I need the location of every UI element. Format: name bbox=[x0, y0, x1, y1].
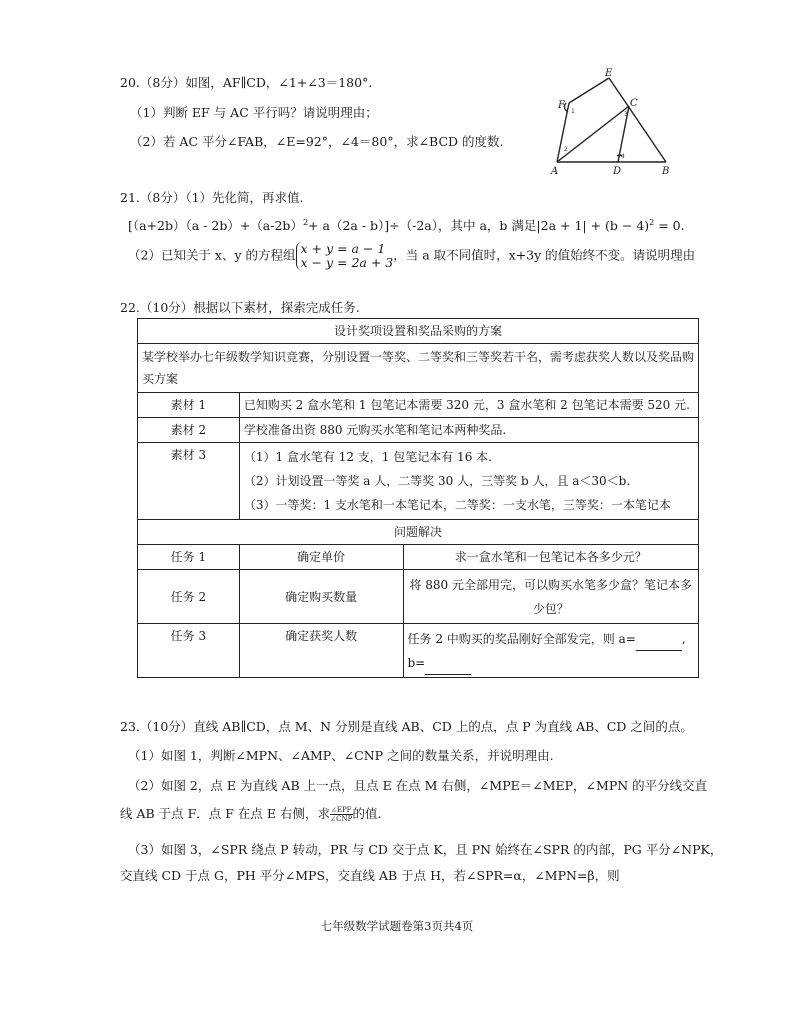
material-3-line-3: （3）一等奖：1 支水笔和一本笔记本，二等奖：一支水笔，三等奖：一本笔记本 bbox=[243, 498, 671, 512]
task-3-label: 任务 3 bbox=[138, 624, 240, 678]
ratio-fraction bbox=[330, 806, 353, 823]
expr-part-c: = 0. bbox=[654, 218, 685, 233]
task-2-name: 确定购买数量 bbox=[239, 570, 403, 624]
section-header: 问题解决 bbox=[138, 520, 699, 545]
material-1-text: 已知购买 2 盒水笔和 1 包笔记本需要 320 元，3 盒水笔和 2 包笔记本需要 520 元. bbox=[239, 393, 698, 418]
q21-part2-post: ，当 a 取不同值时，x+3y 的值始终不变。请说明理由 bbox=[393, 247, 696, 263]
task-1-name: 确定单价 bbox=[239, 545, 403, 570]
expr-sup: 2 bbox=[302, 217, 309, 227]
equation-2: x − y = 2a + 3 bbox=[300, 255, 394, 270]
answer-blank-a[interactable] bbox=[636, 638, 682, 651]
q23-part2-line1: （2）如图 2，点 E 为直线 AB 上一点，且点 E 在点 M 右侧，∠MPE＝∠MEP，∠MPN 的平分线交直 bbox=[128, 778, 708, 793]
q21-title: 21.（8分）（1）先化简，再求值. bbox=[120, 190, 304, 205]
material-2-text: 学校准备出资 880 元购买水笔和笔记本两种奖品. bbox=[239, 418, 698, 443]
material-1-label: 素材 1 bbox=[138, 393, 240, 418]
q20-figure bbox=[548, 66, 674, 180]
table-title: 设计奖项设置和奖品采购的方案 bbox=[138, 319, 699, 344]
q21-expression bbox=[128, 216, 685, 234]
q23-title: 23.（10分）直线 AB∥CD，点 M、N 分别是直线 AB、CD 上的点，点 P 为直线 AB、CD 之间的点。 bbox=[120, 719, 693, 734]
q23-part3-line2: 交直线 CD 于点 G，PH 平分∠MPS，交直线 AB 于点 H，若∠SPR=α，∠MPN=β，则 bbox=[120, 868, 620, 883]
task-3-desc: 任务 2 中购买的奖品刚好全部发完，则 a= , b= bbox=[403, 624, 699, 678]
q23-part1: （1）如图 1，判断∠MPN、∠AMP、∠CNP 之间的数量关系，并说明理由. bbox=[128, 748, 554, 763]
task-2-desc: 将 880 元全部用完，可以购买水笔多少盒？笔记本多少包？ bbox=[403, 570, 699, 624]
edge-AC bbox=[557, 106, 629, 162]
expr-part-a: [（a+2b）（a - 2b）+（a-2b） bbox=[128, 218, 303, 233]
label-angle-3: 3 bbox=[624, 111, 628, 118]
edge-EB bbox=[609, 78, 666, 162]
material-3-line-1: （1）1 盒水笔有 12 支，1 包笔记本有 16 本. bbox=[243, 450, 492, 464]
equation-1: x + y = a − 1 bbox=[300, 241, 386, 256]
q23-part2-line2 bbox=[120, 804, 382, 823]
expr-sup2: 2 bbox=[649, 217, 655, 227]
label-F: F bbox=[558, 100, 565, 111]
task-1-desc: 求一盒水笔和一包笔记本各多少元？ bbox=[403, 545, 699, 570]
fraction-denominator: ∠CNP bbox=[330, 815, 353, 823]
q23-part2-post: 的值. bbox=[352, 806, 382, 821]
q20-title: 20.（8分）如图，AF∥CD，∠1+∠3＝180°． bbox=[120, 75, 381, 90]
label-E: E bbox=[605, 68, 613, 79]
expr-part-b: + a（2a - b）]÷（-2a），其中 a，b 满足|2a + 1| + (b − 4) bbox=[308, 218, 650, 233]
q21-part2-pre: （2）已知关于 x、y 的方程组 bbox=[128, 247, 296, 263]
label-angle-2: 2 bbox=[564, 146, 568, 153]
task-1-label: 任务 1 bbox=[138, 545, 240, 570]
edge-EF bbox=[569, 78, 609, 103]
task-2-label: 任务 2 bbox=[138, 570, 240, 624]
label-angle-4: 4 bbox=[621, 153, 625, 160]
material-2-label: 素材 2 bbox=[138, 418, 240, 443]
q20-part1: （1）判断 EF 与 AC 平行吗？请说明理由； bbox=[130, 105, 378, 120]
fraction-numerator: ∠EPF bbox=[331, 806, 352, 814]
q20-part2: （2）若 AC 平分∠FAB，∠E=92°，∠4＝80°，求∠BCD 的度数. bbox=[130, 134, 504, 149]
q22-title: 22.（10分）根据以下素材，探索完成任务. bbox=[120, 300, 360, 315]
label-D: D bbox=[613, 166, 622, 177]
equation-system bbox=[296, 242, 394, 270]
page-footer: 七年级数学试题卷第3页共4页 bbox=[320, 919, 474, 933]
label-angle-1: 1 bbox=[571, 108, 575, 115]
task-3-desc-b: b= bbox=[407, 655, 426, 670]
material-3-line-2: （2）计划设置一等奖 a 人，二等奖 30 人，三等奖 b 人，且 a＜30＜b. bbox=[243, 474, 631, 488]
label-B: B bbox=[662, 166, 670, 177]
q21-part2 bbox=[128, 242, 695, 270]
label-A: A bbox=[551, 166, 559, 177]
q23-part3-line1: （3）如图 3，∠SPR 绕点 P 转动，PR 与 CD 交于点 K，且 PN 始终在∠SPR 的内部，PG 平分∠NPK， bbox=[128, 842, 723, 857]
material-3-label: 素材 3 bbox=[138, 443, 240, 520]
task-3-desc-a: 任务 2 中购买的奖品刚好全部发完，则 a= bbox=[407, 631, 636, 646]
task-3-name: 确定获奖人数 bbox=[239, 624, 403, 678]
material-3-text bbox=[239, 443, 698, 520]
q23-part2-pre: 线 AB 于点 F．点 F 在点 E 右侧，求 bbox=[120, 806, 330, 821]
plan-table bbox=[137, 318, 699, 678]
answer-blank-b[interactable] bbox=[425, 662, 471, 675]
label-C: C bbox=[630, 98, 638, 109]
table-intro: 某学校举办七年级数学知识竞赛，分别设置一等奖、二等奖和三等奖若干名，需考虑获奖人数以及奖品购买方案 bbox=[138, 344, 699, 393]
